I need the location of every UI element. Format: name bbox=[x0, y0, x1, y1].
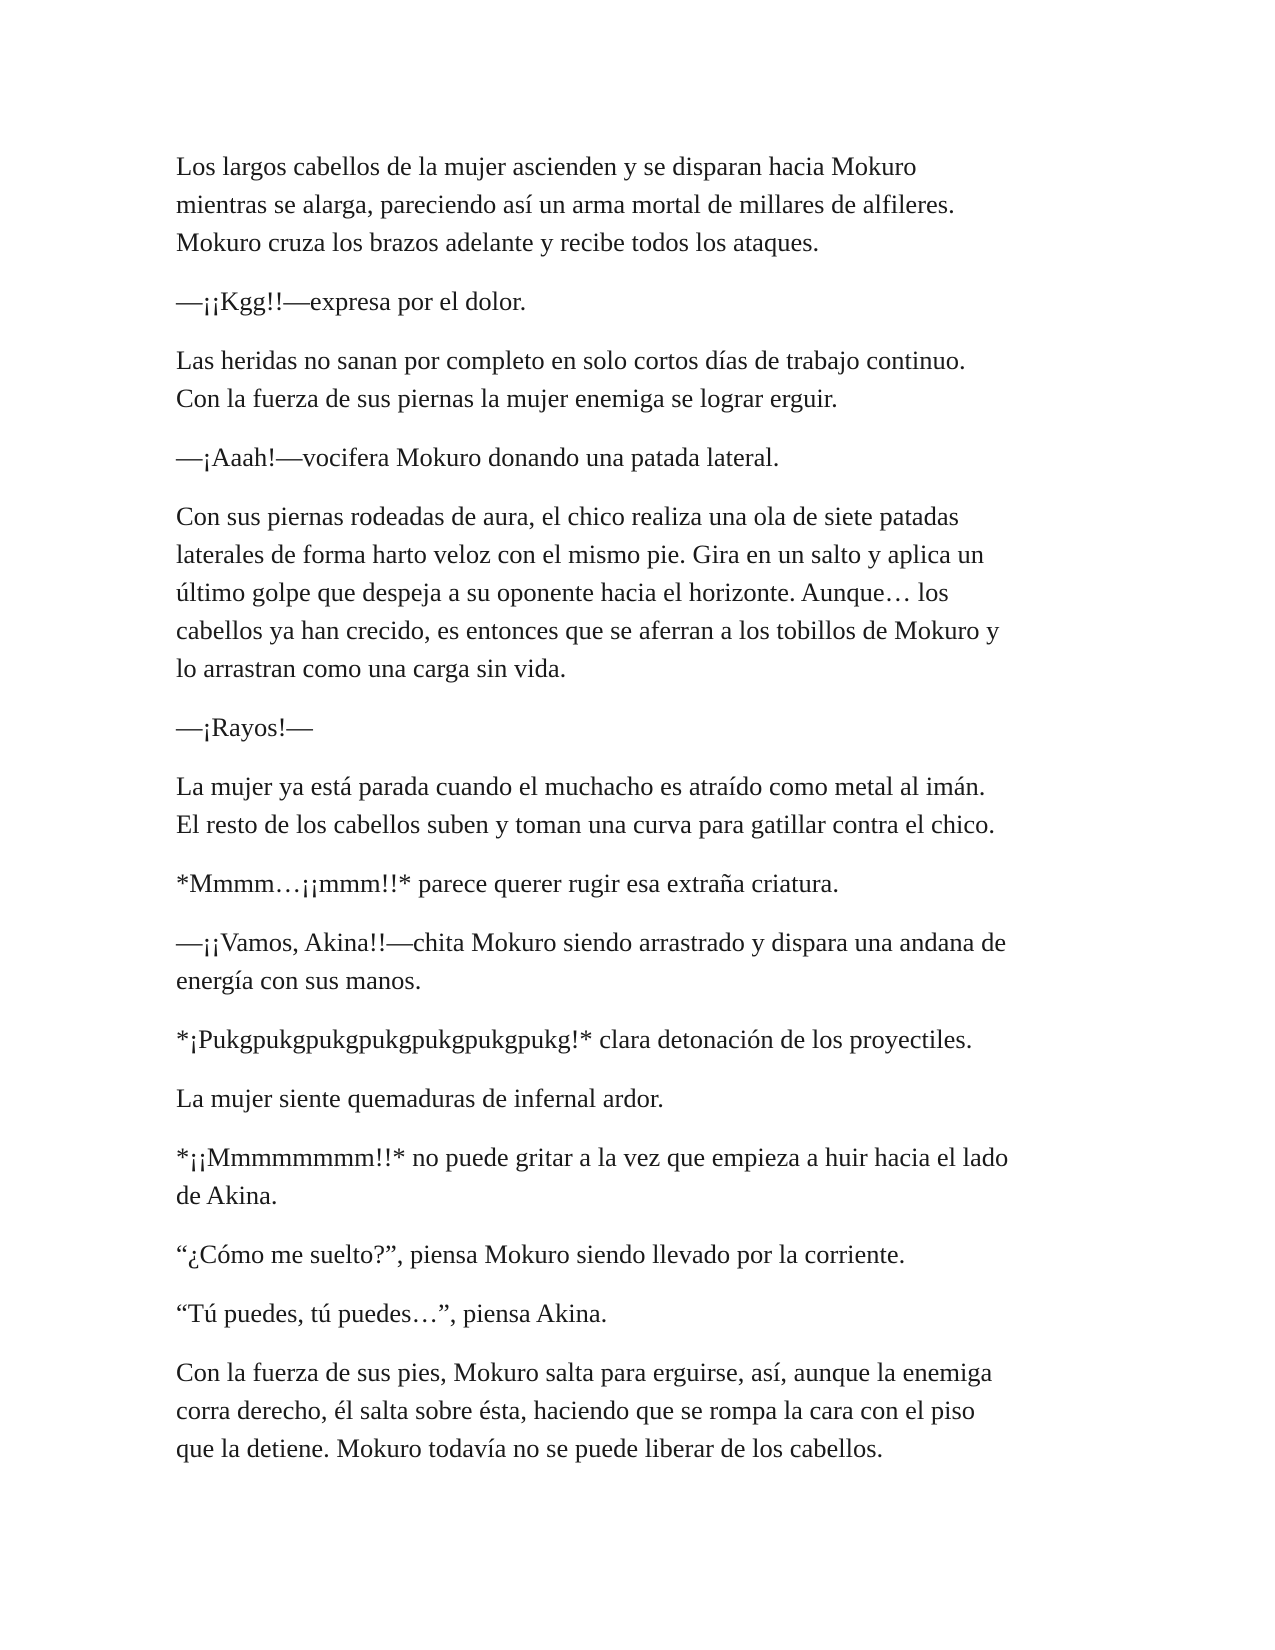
paragraph: Con sus piernas rodeadas de aura, el chico realiza una ola de siete patadas laterales de forma harto veloz con el mismo pie. Gira en un salto y aplica un último golpe que despeja a su oponente hacia el horizonte. Aunque… los cabellos ya han crecido, es entonces que se aferran a los tobillos de Mokuro y lo arrastran como una carga sin vida. bbox=[176, 501, 1000, 683]
sound-effect-line: *¡¡Mmmmmmmm!!* no puede gritar a la vez que empieza a huir hacia el lado de Akina. bbox=[176, 1142, 1009, 1210]
dialogue-line: —¡¡Vamos, Akina!!—chita Mokuro siendo arrastrado y dispara una andana de energía con sus manos. bbox=[176, 927, 1007, 995]
dialogue-line: —¡¡Kgg!!—expresa por el dolor. bbox=[176, 286, 527, 316]
thought-line: “Tú puedes, tú puedes…”, piensa Akina. bbox=[176, 1298, 608, 1328]
paragraph: Con la fuerza de sus pies, Mokuro salta para erguirse, así, aunque la enemiga corra derecho, él salta sobre ésta, haciendo que se rompa la cara con el piso que la detiene. Mokuro todavía no se puede liberar de los cabellos. bbox=[176, 1357, 993, 1463]
document-body bbox=[176, 147, 1116, 1488]
thought-line: “¿Cómo me suelto?”, piensa Mokuro siendo llevado por la corriente. bbox=[176, 1239, 906, 1269]
paragraph: La mujer ya está parada cuando el muchacho es atraído como metal al imán. El resto de los cabellos suben y toman una curva para gatillar contra el chico. bbox=[176, 771, 995, 839]
sound-effect-line: *¡Pukgpukgpukgpukgpukgpukgpukg!* clara detonación de los proyectiles. bbox=[176, 1024, 973, 1054]
paragraph: Las heridas no sanan por completo en solo cortos días de trabajo continuo. Con la fuerza de sus piernas la mujer enemiga se lograr erguir. bbox=[176, 345, 966, 413]
dialogue-line: —¡Aaah!—vocifera Mokuro donando una patada lateral. bbox=[176, 442, 780, 472]
paragraph: Los largos cabellos de la mujer ascienden y se disparan hacia Mokuro mientras se alarga, pareciendo así un arma mortal de millares de alfileres. Mokuro cruza los brazos adelante y recibe todos los ataques. bbox=[176, 151, 955, 257]
sound-effect-line: *Mmmm…¡¡mmm!!* parece querer rugir esa extraña criatura. bbox=[176, 868, 839, 898]
paragraph: La mujer siente quemaduras de infernal ardor. bbox=[176, 1083, 664, 1113]
dialogue-line: —¡Rayos!— bbox=[176, 712, 313, 742]
